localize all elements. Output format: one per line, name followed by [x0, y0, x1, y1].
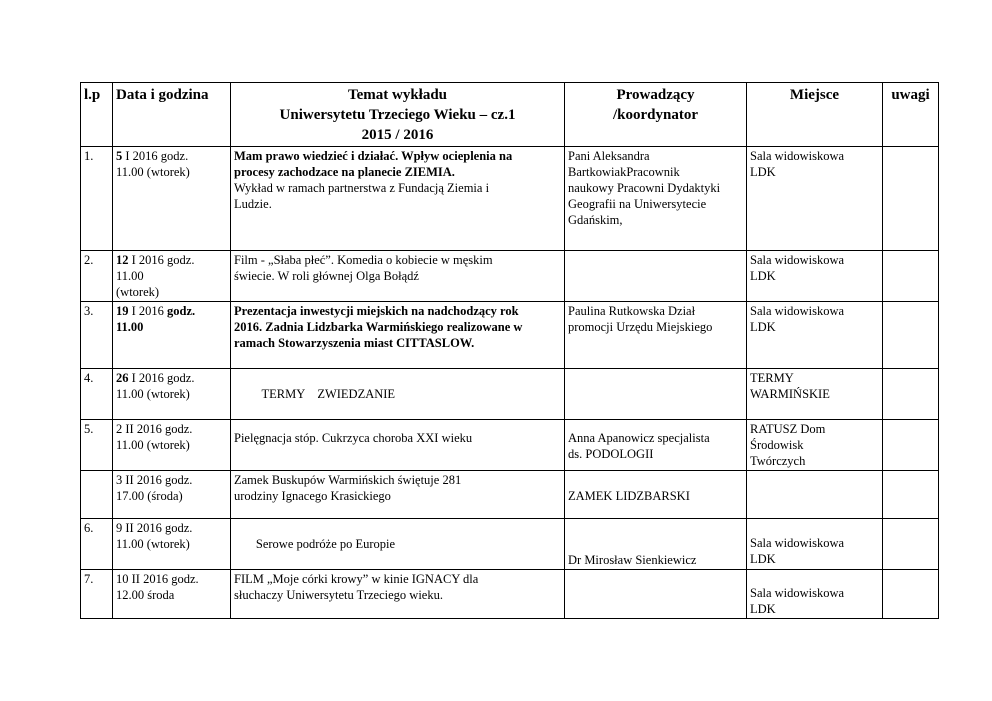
cell-place: Sala widowiskowa LDK [747, 570, 883, 619]
cell-place: RATUSZ Dom Środowisk Twórczych [747, 420, 883, 471]
table-row [81, 519, 939, 570]
cell-host [565, 570, 747, 619]
cell-host: Pani Aleksandra BartkowiakPracownik naukowy Pracowni Dydaktyki Geografii na Uniwersytecie Gdańskim, [565, 147, 747, 251]
cell-notes [883, 302, 939, 369]
cell-notes [883, 420, 939, 471]
header-row [81, 83, 939, 147]
table-row [81, 369, 939, 420]
table-row [81, 471, 939, 519]
table-row [81, 302, 939, 369]
cell-date: 19 I 2016 godz. 11.00 [113, 302, 231, 369]
header-topic: Temat wykładu Uniwersytetu Trzeciego Wieku – cz.1 2015 / 2016 [231, 83, 565, 147]
cell-lp: 6. [81, 519, 113, 570]
cell-place: TERMY WARMIŃSKIE [747, 369, 883, 420]
cell-place [747, 471, 883, 519]
cell-date: 12 I 2016 godz. 11.00 (wtorek) [113, 251, 231, 302]
header-lp: l.p [81, 83, 113, 147]
cell-host: Anna Apanowicz specjalista ds. PODOLOGII [565, 420, 747, 471]
cell-notes [883, 369, 939, 420]
cell-lp: 5. [81, 420, 113, 471]
cell-notes [883, 251, 939, 302]
cell-date: 26 I 2016 godz. 11.00 (wtorek) [113, 369, 231, 420]
cell-host: ZAMEK LIDZBARSKI [565, 471, 747, 519]
table-row [81, 147, 939, 251]
cell-host [565, 369, 747, 420]
cell-topic: Zamek Buskupów Warmińskich świętuje 281 urodziny Ignacego Krasickiego [231, 471, 565, 519]
cell-topic: Pielęgnacja stóp. Cukrzyca choroba XXI wieku [231, 420, 565, 471]
cell-notes [883, 147, 939, 251]
cell-lp: 1. [81, 147, 113, 251]
cell-host: Paulina Rutkowska Dział promocji Urzędu Miejskiego [565, 302, 747, 369]
cell-lp: 3. [81, 302, 113, 369]
cell-topic: Prezentacja inwestycji miejskich na nadchodzący rok 2016. Zadnia Lidzbarka Warmińskiego realizowane w ramach Stowarzyszenia miast CITTASLOW. [231, 302, 565, 369]
cell-lp: 2. [81, 251, 113, 302]
header-host: Prowadzący /koordynator [565, 83, 747, 147]
cell-place: Sala widowiskowa LDK [747, 302, 883, 369]
cell-topic: FILM „Moje córki krowy” w kinie IGNACY dla słuchaczy Uniwersytetu Trzeciego wieku. [231, 570, 565, 619]
cell-topic: TERMY ZWIEDZANIE [231, 369, 565, 420]
header-notes: uwagi [883, 83, 939, 147]
schedule-table [80, 82, 939, 619]
header-place: Miejsce [747, 83, 883, 147]
cell-notes [883, 519, 939, 570]
cell-lp: 7. [81, 570, 113, 619]
cell-topic: Mam prawo wiedzieć i działać. Wpływ ocieplenia na procesy zachodzace na planecie ZIEMIA. Wykład w ramach partnerstwa z Fundacją Ziemia i Ludzie. [231, 147, 565, 251]
header-date: Data i godzina [113, 83, 231, 147]
cell-date: 3 II 2016 godz. 17.00 (środa) [113, 471, 231, 519]
cell-date: 10 II 2016 godz. 12.00 środa [113, 570, 231, 619]
cell-topic: Serowe podróże po Europie [231, 519, 565, 570]
cell-date: 9 II 2016 godz. 11.00 (wtorek) [113, 519, 231, 570]
cell-notes [883, 471, 939, 519]
cell-topic: Film - „Słaba płeć”. Komedia o kobiecie w męskim świecie. W roli głównej Olga Bołądź [231, 251, 565, 302]
cell-lp [81, 471, 113, 519]
cell-notes [883, 570, 939, 619]
table-row [81, 570, 939, 619]
cell-place: Sala widowiskowa LDK [747, 147, 883, 251]
table-row [81, 420, 939, 471]
cell-lp: 4. [81, 369, 113, 420]
cell-date: 2 II 2016 godz. 11.00 (wtorek) [113, 420, 231, 471]
table-row [81, 251, 939, 302]
cell-date: 5 I 2016 godz. 11.00 (wtorek) [113, 147, 231, 251]
cell-place: Sala widowiskowa LDK [747, 251, 883, 302]
cell-host [565, 251, 747, 302]
cell-host: Dr Mirosław Sienkiewicz [565, 519, 747, 570]
cell-place: Sala widowiskowa LDK [747, 519, 883, 570]
